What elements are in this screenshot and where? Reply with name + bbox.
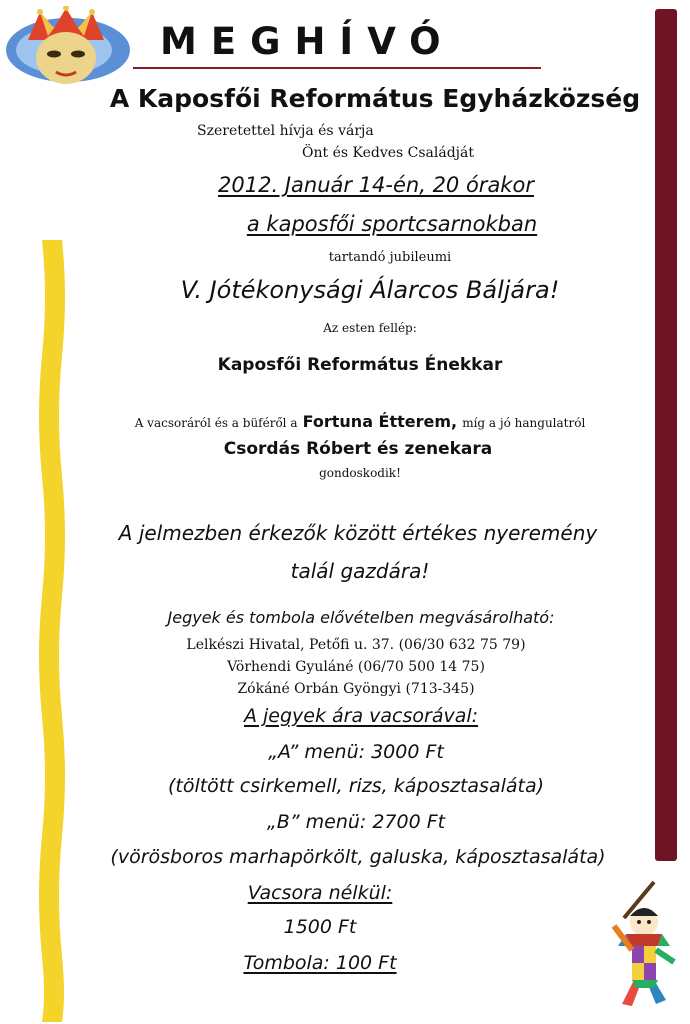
- greeting-line-2: Önt és Kedves Családját: [302, 145, 474, 161]
- menu-a-description: (töltött csirkemell, rizs, káposztasaláta): [167, 775, 545, 797]
- performer: Kaposfői Református Énekkar: [217, 355, 503, 375]
- band: Csordás Róbert és zenekara: [223, 439, 493, 459]
- ticket-contact: Vörhendi Gyuláné (06/70 500 14 75): [227, 659, 485, 675]
- event-venue: a kaposfői sportcsarnokban: [246, 212, 538, 236]
- jester-icon: [604, 876, 686, 1020]
- catering-line: [0, 412, 690, 431]
- ticket-contact: Lelkészi Hivatal, Petőfi u. 37. (06/30 632 75 79): [186, 637, 526, 653]
- raffle-price: Tombola: 100 Ft: [243, 952, 397, 974]
- menu-b: „B” menü: 2700 Ft: [266, 811, 446, 833]
- ticket-contact: Zókáné Orbán Gyöngyi (713-345): [237, 681, 475, 697]
- event-date: 2012. Január 14-én, 20 órakor: [218, 173, 534, 197]
- costume-line-2: talál gazdára!: [290, 559, 430, 583]
- catering-name: Fortuna Étterem,: [302, 412, 458, 431]
- maroon-side-bar: [655, 9, 677, 861]
- page-title: MEGHÍVÓ: [160, 20, 455, 63]
- tickets-heading: Jegyek és tombola elővételben megvásárolható:: [167, 608, 555, 627]
- greeting-line-1: Szeretettel hívja és várja: [197, 123, 374, 139]
- held-note: tartandó jubileumi: [328, 250, 452, 265]
- band-suffix: gondoskodik!: [319, 466, 401, 480]
- prices-heading: A jegyek ára vacsorával:: [243, 705, 479, 727]
- menu-a: „A” menü: 3000 Ft: [268, 741, 444, 763]
- venetian-mask-icon: [4, 6, 136, 88]
- menu-b-description: (vörösboros marhapörkölt, galuska, káposztasaláta): [110, 846, 606, 868]
- performer-intro: Az esten fellép:: [323, 321, 417, 335]
- no-dinner-price: 1500 Ft: [283, 916, 357, 938]
- catering-suffix: míg a jó hangulatról: [462, 416, 586, 430]
- no-dinner-label: Vacsora nélkül:: [247, 882, 393, 904]
- costume-line-1: A jelmezben érkezők között értékes nyeremény: [118, 521, 598, 545]
- organizer: A Kaposfői Református Egyházközség: [109, 84, 641, 113]
- catering-prefix: A vacsoráról és a büféről a: [134, 416, 298, 430]
- event-name: V. Jótékonysági Álarcos Báljára!: [180, 276, 560, 304]
- title-underline: [133, 67, 541, 69]
